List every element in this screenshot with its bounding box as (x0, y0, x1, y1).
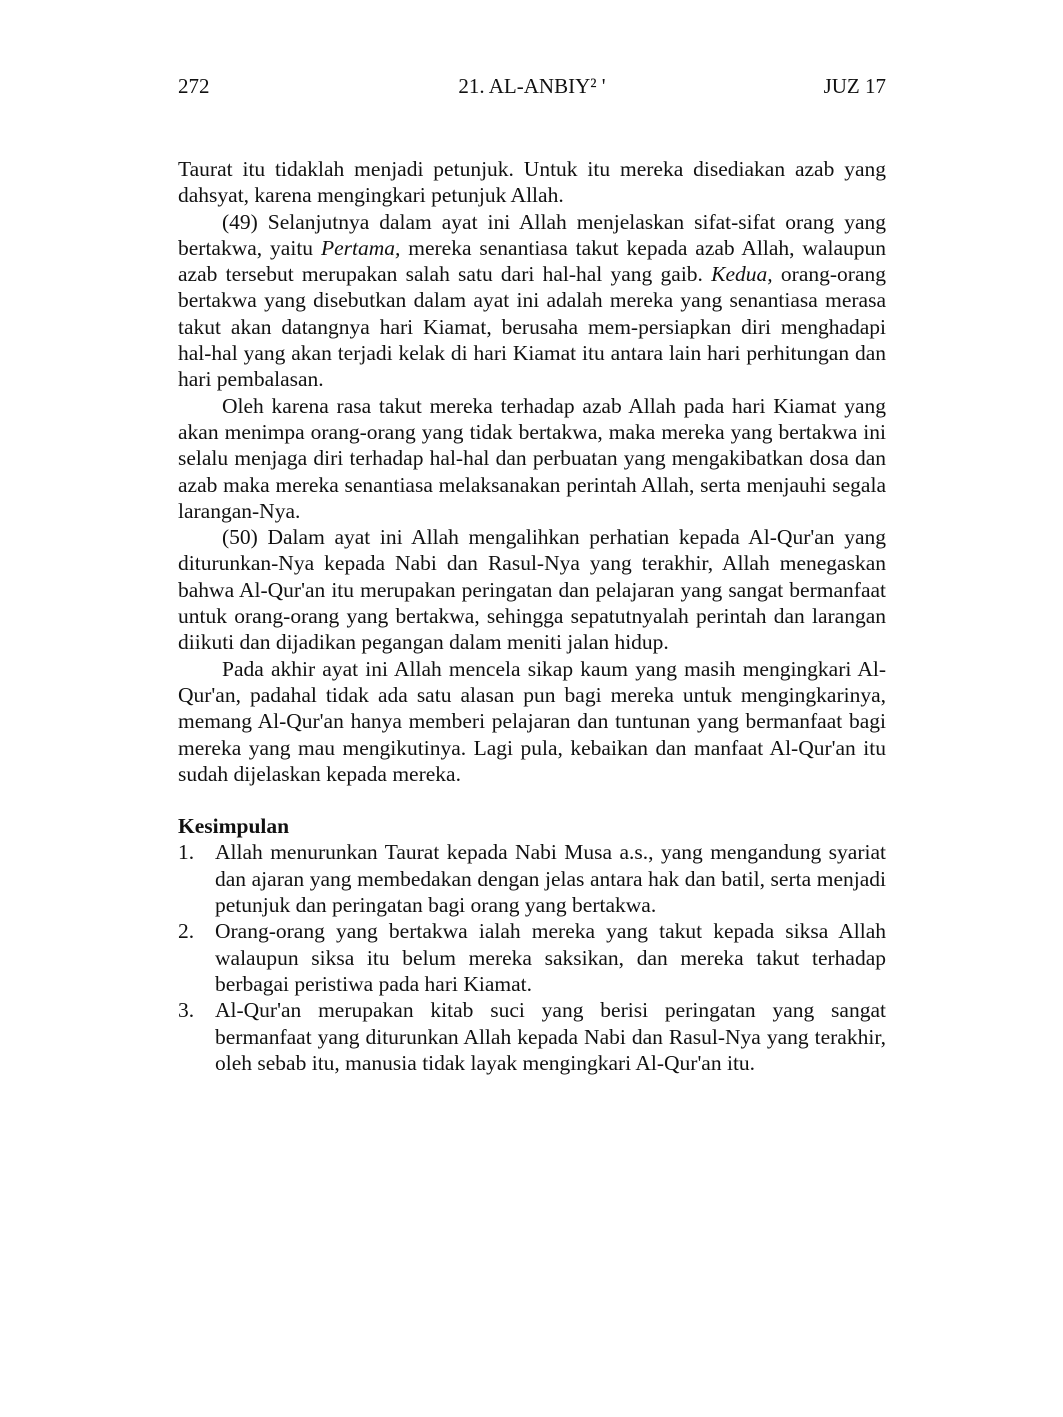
book-page (178, 70, 886, 1076)
chapter-title: 21. AL-ANBIY² ' (458, 74, 606, 98)
list-item (178, 918, 886, 997)
running-header (178, 70, 886, 104)
paragraph-text: orang-orang bertakwa yang disebutkan dalam ayat ini adalah mereka yang senantiasa merasa takut akan datangnya hari Kiamat, berusaha mem-persiapkan diri menghadapi hal-hal yang akan terjadi kelak di hari Kiamat itu antara lain hari perhitungan dan hari pembalasan. (178, 262, 886, 392)
page-number: 272 (178, 74, 210, 98)
list-number: 2. (178, 919, 195, 944)
paragraph-text: mereka senantiasa takut kepada azab Allah, walaupun azab tersebut merupakan salah satu dari hal-hal yang gaib. (178, 235, 886, 287)
conclusion-list (178, 839, 886, 1076)
list-item-text: Allah menurunkan Taurat kepada Nabi Musa a.s., yang mengandung syariat dan ajaran yang membedakan dengan jelas antara hak dan batil, serta menjadi petunjuk dan peringatan bagi orang yang bertakwa. (215, 840, 886, 918)
paragraph-continuation: Taurat itu tidaklah menjadi petunjuk. Untuk itu mereka disediakan azab yang dahsyat, karena mengingkari petunjuk Allah. (178, 157, 886, 208)
list-item-text: Orang-orang yang bertakwa ialah mereka yang takut kepada siksa Allah walaupun siksa itu belum mereka saksikan, dan mereka takut terhadap berbagai peristiwa pada hari Kiamat. (215, 919, 886, 996)
italic-term: Kedua, (711, 262, 773, 287)
paragraph-verse-49 (178, 209, 886, 393)
list-item (178, 839, 886, 918)
conclusion-heading: Kesimpulan (178, 814, 290, 839)
list-item-text: Al-Qur'an merupakan kitab suci yang berisi peringatan yang sangat bermanfaat yang diturunkan Allah kepada Nabi dan Rasul-Nya yang terakhir, oleh sebab itu, manusia tidak layak mengingkari Al-Qur'an itu. (215, 998, 886, 1075)
list-item (178, 997, 886, 1076)
juz-label: JUZ 17 (823, 74, 886, 98)
paragraph-fear-of-punishment: Oleh karena rasa takut mereka terhadap azab Allah pada hari Kiamat yang akan menimpa orang-orang yang tidak bertakwa, maka mereka yang bertakwa ini selalu menjaga diri terhadap hal-hal dan perbuatan yang mengakibatkan dosa dan azab maka mereka senantiasa melaksanakan perintah Allah, serta menjauhi segala larangan-Nya. (178, 393, 886, 523)
paragraph-text: (49) Selanjutnya dalam ayat ini Allah menjelaskan sifat-sifat orang yang bertakwa, yaitu (178, 209, 886, 260)
paragraph-verse-50: (50) Dalam ayat ini Allah mengalihkan perhatian kepada Al-Qur'an yang diturunkan-Nya kepada Nabi dan Rasul-Nya yang terakhir, Allah menegaskan bahwa Al-Qur'an itu merupakan peringatan dan pelajaran yang sangat bermanfaat untuk orang-orang yang bertakwa, sehingga sepatutnyalah perintah dan larangan diikuti dan dijadikan pegangan dalam meniti jalan hidup. (178, 525, 886, 655)
list-number: 1. (178, 840, 195, 865)
paragraph-rebuke: Pada akhir ayat ini Allah mencela sikap kaum yang masih mengingkari Al-Qur'an, padahal tidak ada satu alasan pun bagi mereka untuk mengingkarinya, memang Al-Qur'an hanya memberi pelajaran dan tuntunan yang bermanfaat bagi mereka yang mau mengikutinya. Lagi pula, kebaikan dan manfaat Al-Qur'an itu sudah dijelaskan kepada mereka. (178, 656, 886, 786)
main-text (178, 156, 886, 787)
list-number: 3. (178, 998, 195, 1023)
italic-term: Pertama, (320, 235, 401, 260)
